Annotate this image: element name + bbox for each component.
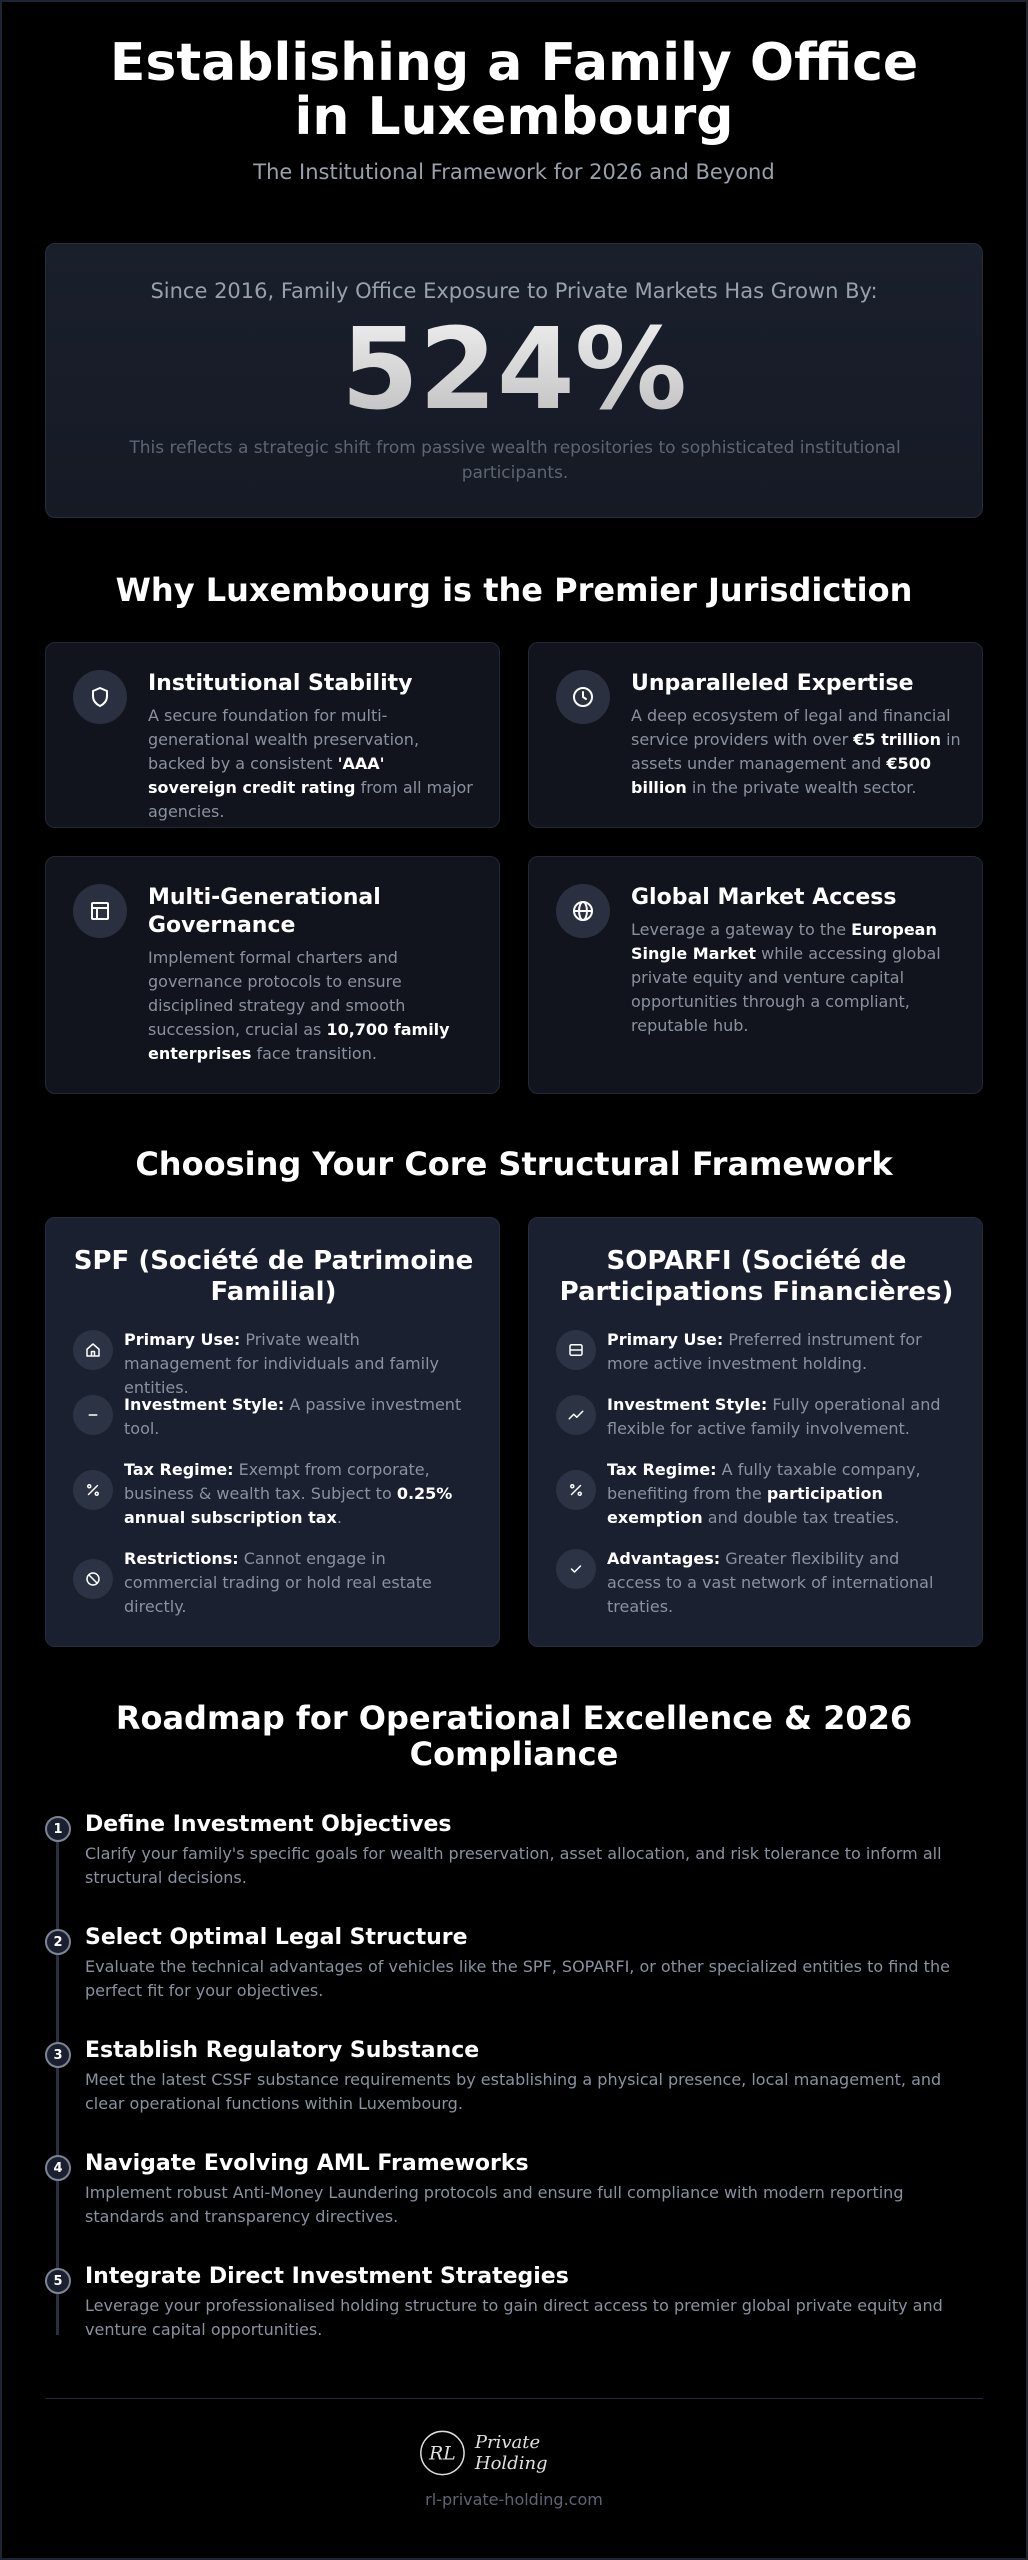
percent-icon (73, 1470, 113, 1510)
emphasis-text: Tax Regime: (607, 1460, 717, 1479)
structure-row-text: Advantages: Greater flexibility and access to a vast network of international treaties. (607, 1549, 934, 1616)
step-title: Select Optimal Legal Structure (85, 1925, 468, 1950)
footer-divider (45, 2398, 983, 2399)
layout-icon (73, 884, 127, 938)
structure-row-text: Tax Regime: Exempt from corporate, business & wealth tax. Subject to 0.25% annual subscription tax. (124, 1460, 453, 1527)
percent-icon (556, 1470, 596, 1510)
emphasis-text: Restrictions: (124, 1549, 239, 1568)
page-subtitle: The Institutional Framework for 2026 and Beyond (253, 160, 775, 184)
timeline-line (56, 1830, 59, 2335)
brand-logo[interactable] (418, 2425, 610, 2481)
shield-icon (73, 670, 127, 724)
why-section-title: Why Luxembourg is the Premier Jurisdiction (115, 571, 913, 609)
emphasis-text: 0.25% annual subscription tax (124, 1484, 453, 1527)
page-title: Establishing a Family Office in Luxembourg (109, 33, 919, 147)
stat-note: This reflects a strategic shift from passive wealth repositories to sophisticated institutional participants. (129, 438, 901, 483)
structure-row-text: Investment Style: A passive investment tool. (124, 1395, 462, 1438)
step-title: Define Investment Objectives (85, 1812, 452, 1837)
stat-value: 524% (46, 310, 982, 430)
emphasis-text: Primary Use: (607, 1330, 724, 1349)
minus-icon (73, 1395, 113, 1435)
feature-body: A secure foundation for multi-generational wealth preservation, backed by a consistent 'AAA' sovereign credit rating from all major agencies. (148, 706, 473, 821)
structures-section-title: Choosing Your Core Structural Framework (135, 1145, 893, 1183)
step-number: 2 (45, 1929, 71, 1955)
home-icon (73, 1330, 113, 1370)
feature-body: Implement formal charters and governance protocols to ensure disciplined strategy and smooth succession, crucial as 10,700 family enterprises face transition. (148, 948, 450, 1063)
step-number: 3 (45, 2042, 71, 2068)
feature-title: Unparalleled Expertise (631, 671, 914, 696)
trend-icon (556, 1395, 596, 1435)
step-number: 5 (45, 2268, 71, 2294)
emphasis-text: 'AAA' sovereign credit rating (148, 754, 385, 797)
emphasis-text: Tax Regime: (124, 1460, 234, 1479)
growth-stat-card (45, 243, 983, 518)
emphasis-text: Primary Use: (124, 1330, 241, 1349)
ban-icon (73, 1559, 113, 1599)
emphasis-text: European Single Market (631, 920, 937, 963)
step-title: Integrate Direct Investment Strategies (85, 2264, 569, 2289)
feature-title: Global Market Access (631, 885, 897, 910)
step-body: Clarify your family's specific goals for wealth preservation, asset allocation, and risk tolerance to inform all structural decisions. (85, 1844, 942, 1887)
step-number: 1 (45, 1816, 71, 1842)
step-title: Establish Regulatory Substance (85, 2038, 480, 2063)
emphasis-text: participation exemption (607, 1484, 883, 1527)
step-body: Meet the latest CSSF substance requirements by establishing a physical presence, local management, and clear operational functions within Luxembourg. (85, 2070, 942, 2113)
emphasis-text: €500 billion (631, 754, 931, 797)
structure-row-text: Investment Style: Fully operational and flexible for active family involvement. (607, 1395, 941, 1438)
monogram-icon (418, 2427, 467, 2479)
step-body: Leverage your professionalised holding structure to gain direct access to premier global private equity and venture capital opportunities. (85, 2296, 943, 2339)
structure-row-text: Tax Regime: A fully taxable company, benefiting from the participation exemption and double tax treaties. (607, 1460, 921, 1527)
feature-body: Leverage a gateway to the European Single Market while accessing global private equity and venture capital opportunities through a compliant, reputable hub. (631, 920, 941, 1035)
emphasis-text: Advantages: (607, 1549, 721, 1568)
feature-card-stability (45, 642, 500, 828)
feature-title: Multi-Generational Governance (148, 885, 381, 938)
emphasis-text: 10,700 family enterprises (148, 1020, 450, 1063)
structure-card-spf (45, 1217, 500, 1647)
globe-icon (556, 884, 610, 938)
stat-label: Since 2016, Family Office Exposure to Private Markets Has Grown By: (150, 279, 878, 303)
step-number: 4 (45, 2155, 71, 2181)
archive-icon (556, 1330, 596, 1370)
feature-card-expertise (528, 642, 983, 828)
structure-title: SPF (Société de Patrimoine Familial) (73, 1246, 474, 1307)
emphasis-text: €5 trillion (853, 730, 941, 749)
structure-row-text: Primary Use: Private wealth management for individuals and family entities. (124, 1330, 439, 1397)
step-body: Evaluate the technical advantages of vehicles like the SPF, SOPARFI, or other specialized entities to find the perfect fit for your objectives. (85, 1957, 950, 2000)
svg-text:RL: RL (429, 2443, 456, 2465)
step-body: Implement robust Anti-Money Laundering protocols and ensure full compliance with modern reporting standards and transparency directives. (85, 2183, 904, 2226)
emphasis-text: Investment Style: (607, 1395, 768, 1414)
structure-row-text: Primary Use: Preferred instrument for more active investment holding. (607, 1330, 922, 1373)
step-title: Navigate Evolving AML Frameworks (85, 2151, 529, 2176)
structure-title: SOPARFI (Société de Participations Financières) (559, 1246, 954, 1307)
clock-icon (556, 670, 610, 724)
structure-card-soparfi (528, 1217, 983, 1647)
footer-url[interactable]: rl-private-holding.com (425, 2490, 603, 2509)
structure-row-text: Restrictions: Cannot engage in commercial trading or hold real estate directly. (124, 1549, 432, 1616)
feature-card-governance (45, 856, 500, 1094)
check-icon (556, 1549, 596, 1589)
emphasis-text: Investment Style: (124, 1395, 285, 1414)
logo-text: Private Holding (474, 2432, 548, 2474)
feature-body: A deep ecosystem of legal and financial service providers with over €5 trillion in assets under management and €500 billion in the private wealth sector. (631, 706, 961, 797)
roadmap-section-title: Roadmap for Operational Excellence & 2026 Compliance (115, 1699, 913, 1773)
feature-card-market-access (528, 856, 983, 1094)
feature-title: Institutional Stability (148, 671, 413, 696)
